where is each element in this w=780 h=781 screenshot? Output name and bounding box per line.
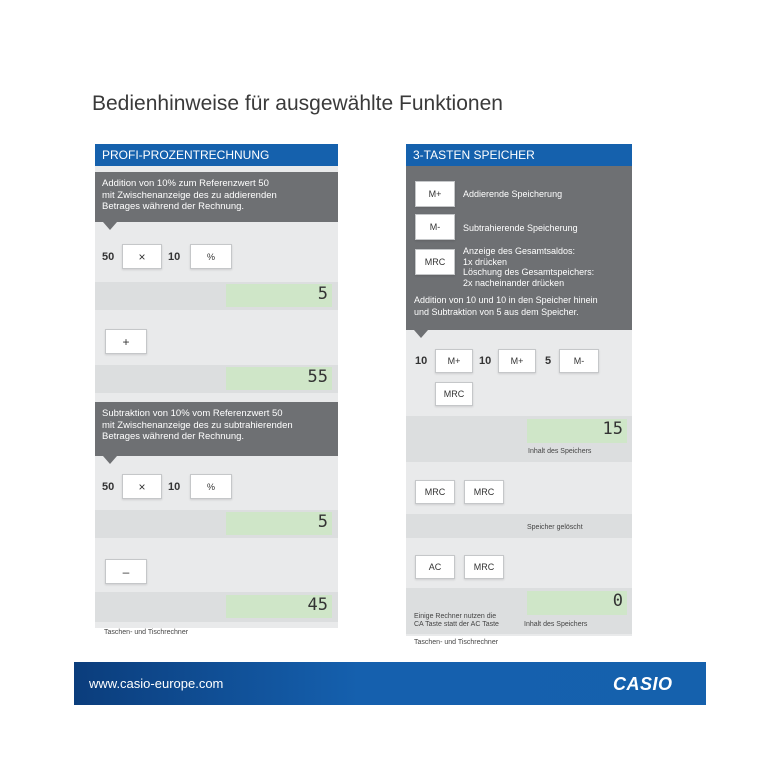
percent-key[interactable]: % [190, 474, 232, 499]
lcd-display: 45 [226, 595, 332, 618]
footnote: Taschen- und Tischrechner [414, 639, 499, 646]
memory-cleared-label: Speicher gelöscht [527, 524, 583, 531]
memory-panel-header: 3-TASTEN SPEICHER [406, 144, 632, 166]
mrc-key[interactable]: MRC [415, 249, 455, 275]
number-10: 10 [168, 481, 181, 493]
percent-key[interactable]: % [190, 244, 232, 269]
m-plus-key[interactable]: M+ [415, 181, 455, 207]
m-minus-key[interactable]: M- [415, 214, 455, 240]
legend-text: Addierende Speicherung [463, 189, 563, 199]
number-50: 50 [102, 481, 115, 493]
lcd-display: 5 [226, 512, 332, 535]
website-link[interactable]: www.casio-europe.com [89, 676, 224, 691]
multiply-key[interactable]: × [122, 244, 162, 269]
page-title: Bedienhinweise für ausgewählte Funktionen [92, 92, 503, 115]
plus-key[interactable]: + [105, 329, 147, 354]
multiply-key[interactable]: × [122, 474, 162, 499]
lcd-display: 0 [527, 591, 627, 615]
description-pointer [414, 330, 428, 338]
lcd-display: 15 [527, 419, 627, 443]
lcd-display: 5 [226, 284, 332, 307]
number-5: 5 [545, 355, 552, 367]
memory-content-label: Inhalt des Speichers [524, 621, 588, 628]
minus-key[interactable]: – [105, 559, 147, 584]
number-50: 50 [102, 251, 115, 263]
memory-description: Addition von 10 und 10 in den Speicher hinein und Subtraktion von 5 aus dem Speicher. [414, 295, 598, 317]
legend-text: Anzeige des Gesamtsaldos: 1x drücken Löschung des Gesamtspeichers: 2x nacheinander drücken [463, 246, 595, 288]
m-minus-key[interactable]: M- [559, 349, 599, 373]
percent-add-description: Addition von 10% zum Referenzwert 50 mit Zwischenanzeige des zu addierenden Betrages während der Rechnung. [95, 172, 338, 222]
lcd-display: 55 [226, 367, 332, 390]
m-plus-key[interactable]: M+ [435, 349, 473, 373]
percent-subtract-description: Subtraktion von 10% vom Referenzwert 50 mit Zwischenanzeige des zu subtrahierenden Betrages während der Rechnung. [95, 402, 338, 456]
number-10: 10 [479, 355, 492, 367]
ca-key-note: Einige Rechner nutzen die CA Taste statt der AC Taste [414, 613, 499, 628]
description-pointer [103, 222, 117, 230]
memory-content-label: Inhalt des Speichers [528, 448, 592, 455]
casio-logo: CASIO [613, 674, 673, 694]
legend-text: Subtrahierende Speicherung [463, 223, 578, 233]
description-pointer [103, 456, 117, 464]
number-10: 10 [168, 251, 181, 263]
mrc-key[interactable]: MRC [464, 555, 504, 579]
percent-panel-header: PROFI-PROZENTRECHNUNG [95, 144, 338, 166]
m-plus-key[interactable]: M+ [498, 349, 536, 373]
result-stripe [406, 514, 632, 538]
mrc-key[interactable]: MRC [464, 480, 504, 504]
mrc-key[interactable]: MRC [435, 382, 473, 406]
mrc-key[interactable]: MRC [415, 480, 455, 504]
ac-key[interactable]: AC [415, 555, 455, 579]
footnote: Taschen- und Tischrechner [104, 629, 189, 636]
number-10: 10 [415, 355, 428, 367]
